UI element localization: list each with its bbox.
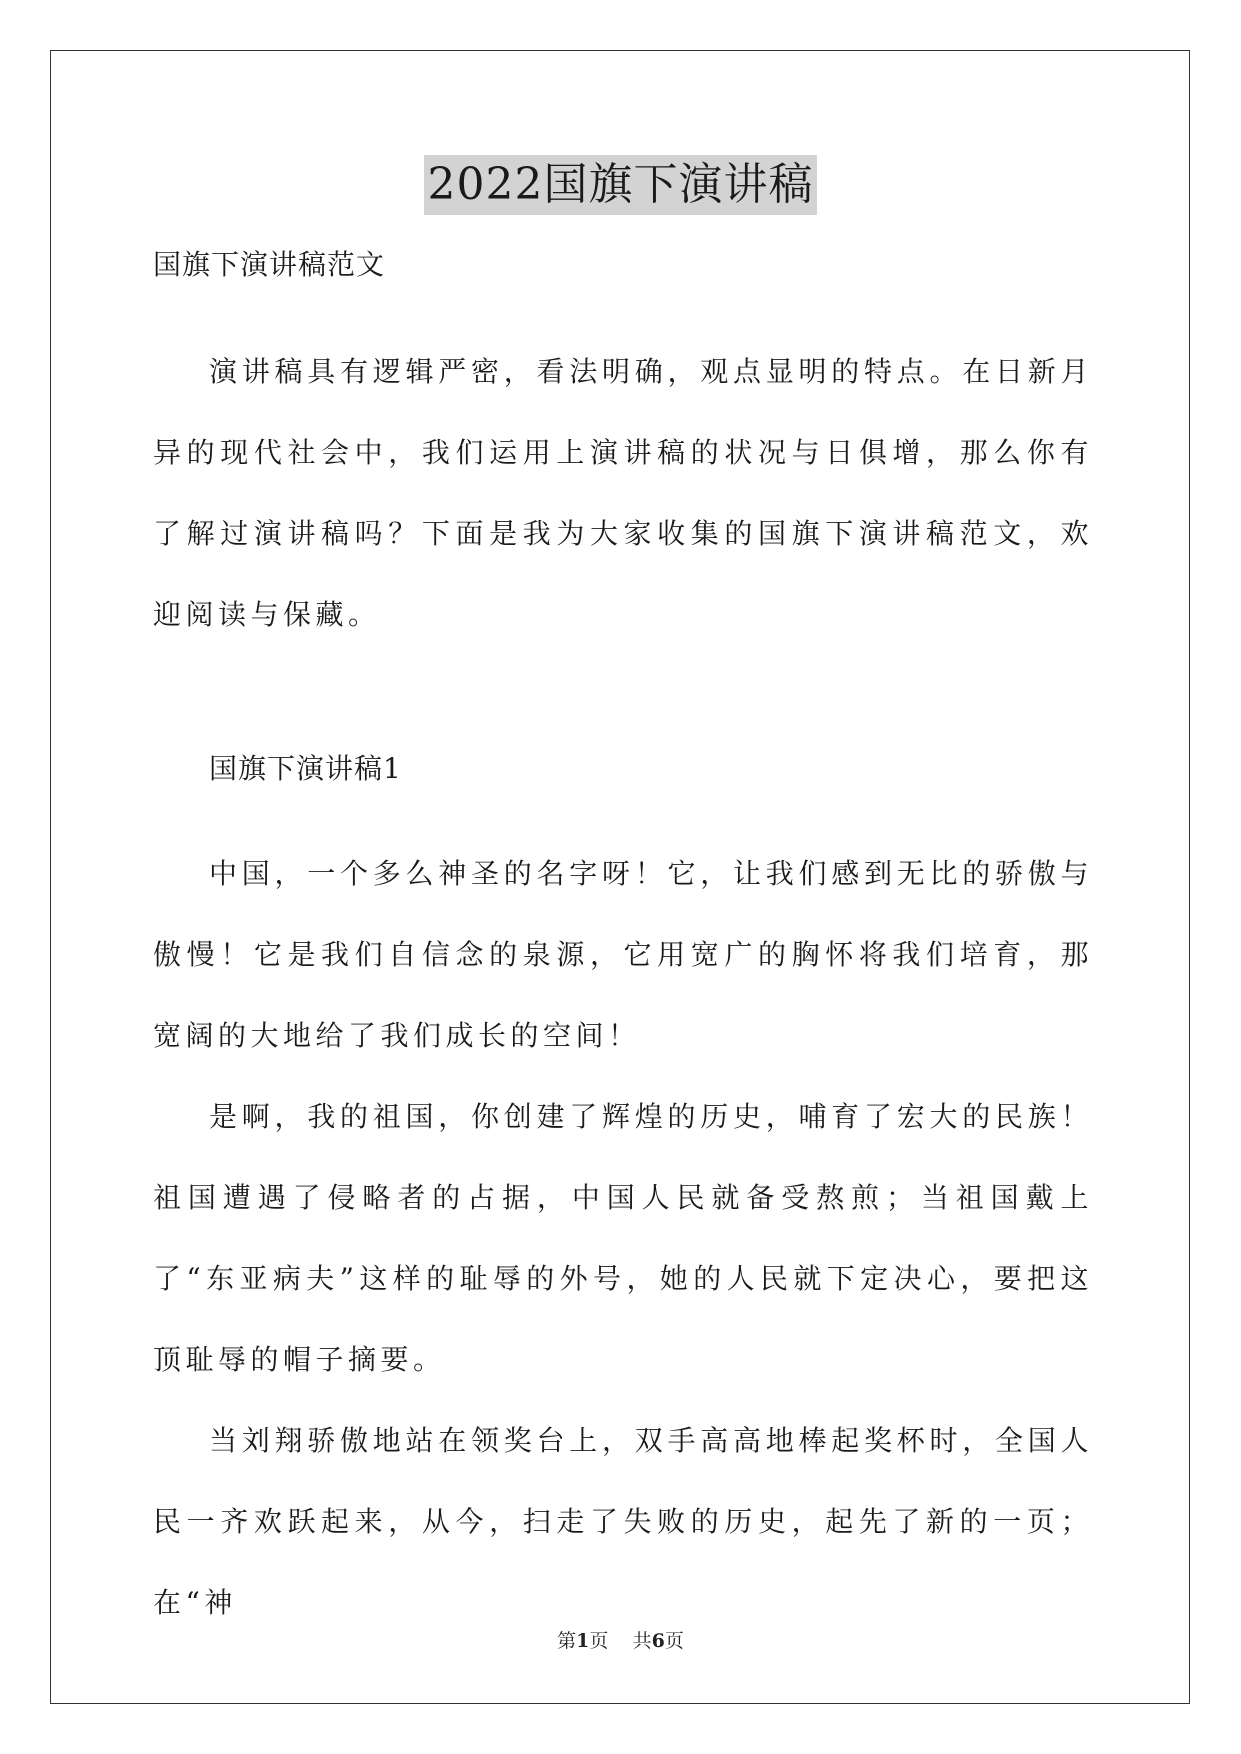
footer-page-prefix: 第	[557, 1630, 577, 1652]
section-title: 国旗下演讲稿1	[209, 752, 402, 785]
document-body	[153, 233, 1093, 1643]
document-subtitle: 国旗下演讲稿范文	[153, 248, 386, 281]
title-container	[0, 155, 1241, 215]
paragraph-2: 是啊，我的祖国，你创建了辉煌的历史，哺育了宏大的民族！祖国遭遇了侵略者的占据，中国人民就备受熬煎；当祖国戴上了“东亚病夫”这样的耻辱的外号，她的人民就下定决心，要把这顶耻辱的帽子摘要。	[153, 1100, 1093, 1376]
paragraph-3: 当刘翔骄傲地站在领奖台上，双手高高地棒起奖杯时，全国人民一齐欢跃起来，从今，扫走了失败的历史，起先了新的一页；在“神	[153, 1424, 1093, 1619]
footer-total-suffix: 页	[664, 1630, 684, 1652]
document-title: 2022国旗下演讲稿	[424, 155, 818, 215]
footer-total-pages: 6	[651, 1630, 665, 1652]
intro-paragraph: 演讲稿具有逻辑严密，看法明确，观点显明的特点。在日新月异的现代社会中，我们运用上演讲稿的状况与日俱增，那么你有了解过演讲稿吗？下面是我为大家收集的国旗下演讲稿范文，欢迎阅读与保藏。	[153, 355, 1093, 631]
page-footer	[0, 1626, 1241, 1653]
footer-total-prefix: 共	[632, 1630, 652, 1652]
paragraph-1: 中国，一个多么神圣的名字呀！它，让我们感到无比的骄傲与傲慢！它是我们自信念的泉源，它用宽广的胸怀将我们培育，那宽阔的大地给了我们成长的空间！	[153, 857, 1093, 1052]
footer-page-number: 1	[576, 1630, 590, 1652]
footer-page-suffix: 页	[589, 1630, 609, 1652]
